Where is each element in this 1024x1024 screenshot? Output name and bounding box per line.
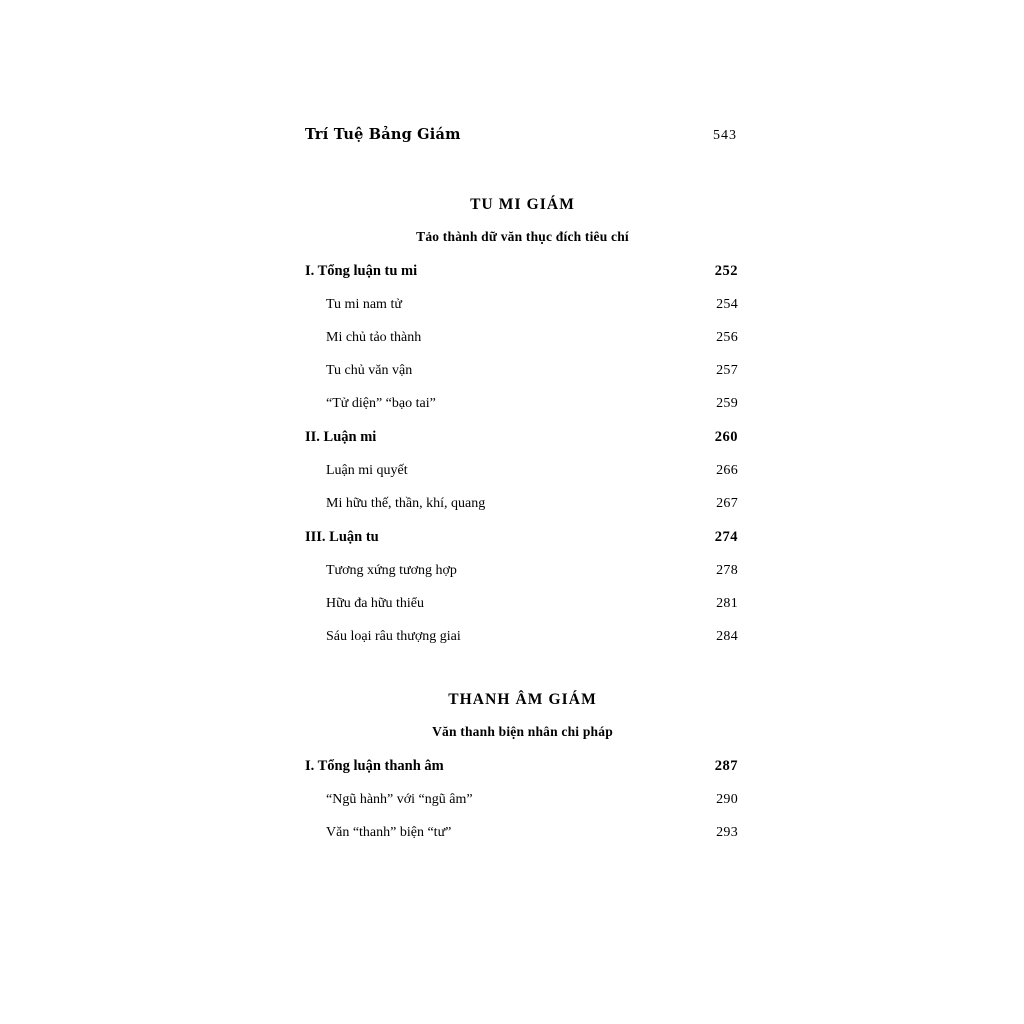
- running-head: [305, 126, 740, 144]
- toc-entry[interactable]: [305, 263, 740, 280]
- toc-entry-page: 267: [716, 496, 738, 511]
- toc-entry-page: 274: [714, 529, 738, 545]
- toc-entry-label: I. Tổng luận thanh âm: [305, 758, 444, 774]
- toc-entry[interactable]: [305, 396, 740, 412]
- toc-entry[interactable]: [305, 825, 740, 841]
- toc-entry-label: Tu chủ văn vận: [326, 363, 413, 378]
- toc-entry-page: 266: [716, 463, 738, 478]
- toc-entry-label: Tu mi nam tử: [326, 297, 402, 312]
- toc-entry-label: Mi hữu thế, thần, khí, quang: [326, 496, 486, 511]
- toc-entry-page: 259: [716, 396, 738, 411]
- section-tu-mi-giam: [305, 196, 740, 645]
- toc-entry[interactable]: [305, 363, 740, 379]
- toc-entry-page: 281: [716, 596, 738, 611]
- toc-entry-label: II. Luận mi: [305, 429, 377, 445]
- page-number: 543: [713, 128, 737, 143]
- toc-entry-label: Mi chủ tảo thành: [326, 330, 422, 345]
- toc-entry[interactable]: [305, 529, 740, 546]
- page-content: [305, 126, 740, 841]
- toc-entry-label: Hữu đa hữu thiểu: [326, 596, 424, 611]
- toc-list: [305, 758, 740, 841]
- toc-entry-page: 252: [714, 263, 738, 279]
- toc-entry-page: 284: [716, 629, 738, 644]
- toc-entry[interactable]: [305, 429, 740, 446]
- toc-entry-page: 256: [716, 330, 738, 345]
- toc-entry-page: 293: [716, 825, 738, 840]
- toc-entry[interactable]: [305, 792, 740, 808]
- toc-entry[interactable]: [305, 596, 740, 612]
- section-subtitle: Văn thanh biện nhân chi pháp: [432, 724, 613, 739]
- toc-entry[interactable]: [305, 330, 740, 346]
- toc-entry-page: 260: [714, 429, 738, 445]
- toc-entry-label: III. Luận tu: [305, 529, 379, 545]
- toc-entry-label: Luận mi quyết: [326, 463, 408, 478]
- toc-entry[interactable]: [305, 496, 740, 512]
- section-title: TU MI GIÁM: [470, 196, 575, 213]
- toc-entry-label: Văn “thanh” biện “tư”: [326, 825, 452, 840]
- toc-entry[interactable]: [305, 758, 740, 775]
- toc-entry[interactable]: [305, 297, 740, 313]
- toc-entry-page: 290: [716, 792, 738, 807]
- section-title: THANH ÂM GIÁM: [448, 691, 597, 708]
- toc-entry[interactable]: [305, 563, 740, 579]
- toc-entry-page: 278: [716, 563, 738, 578]
- toc-entry-page: 257: [716, 363, 738, 378]
- toc-entry-page: 287: [714, 758, 738, 774]
- book-title: Trí Tuệ Bảng Giám: [305, 126, 461, 143]
- toc-entry-label: “Ngũ hành” với “ngũ âm”: [326, 792, 473, 807]
- toc-entry-page: 254: [716, 297, 738, 312]
- toc-entry-label: “Tử diện” “bạo tai”: [326, 396, 436, 411]
- toc-entry-label: Sáu loại râu thượng giai: [326, 629, 461, 644]
- section-subtitle: Tảo thành dữ văn thục đích tiêu chí: [416, 229, 629, 244]
- toc-list: [305, 263, 740, 645]
- toc-entry-label: Tương xứng tương hợp: [326, 563, 457, 578]
- section-thanh-am-giam: [305, 691, 740, 841]
- toc-entry[interactable]: [305, 463, 740, 479]
- toc-entry-label: I. Tổng luận tu mi: [305, 263, 418, 279]
- toc-entry[interactable]: [305, 629, 740, 645]
